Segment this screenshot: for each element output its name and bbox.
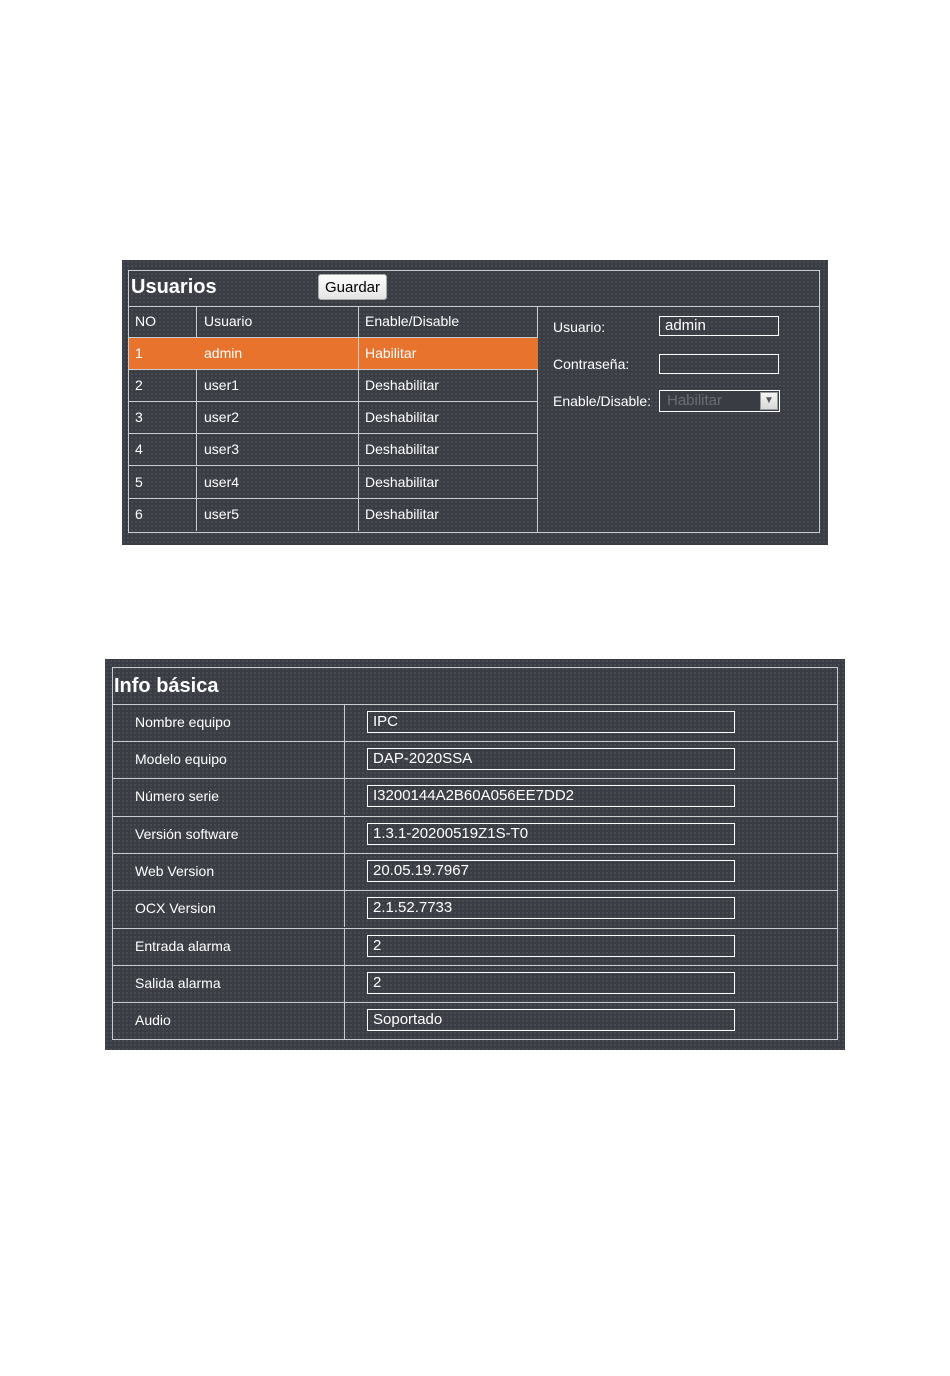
row-estado: Habilitar <box>365 345 417 361</box>
info-value-field: I3200144A2B60A056EE7DD2 <box>367 785 735 807</box>
password-input[interactable] <box>659 354 779 374</box>
row-no: 1 <box>135 345 143 361</box>
info-divider <box>344 817 345 853</box>
table-row[interactable] <box>129 402 538 434</box>
info-panel <box>105 659 845 1050</box>
row-no: 3 <box>135 409 143 425</box>
table-header-row <box>129 306 538 338</box>
column-divider <box>358 434 359 465</box>
table-row[interactable] <box>129 370 538 402</box>
enable-disable-value: Habilitar <box>667 392 723 409</box>
info-row <box>113 1002 837 1039</box>
table-row[interactable] <box>129 434 538 466</box>
password-label: Contraseña: <box>553 356 630 372</box>
row-no: 2 <box>135 377 143 393</box>
row-estado: Deshabilitar <box>365 409 439 425</box>
column-divider <box>358 370 359 401</box>
info-divider <box>344 854 345 890</box>
info-frame <box>112 667 838 1040</box>
column-divider <box>358 402 359 433</box>
info-title: Info básica <box>114 675 219 697</box>
column-divider <box>196 402 197 433</box>
info-label: Número serie <box>135 788 220 804</box>
table-row[interactable] <box>129 338 538 370</box>
info-value-field: Soportado <box>367 1009 735 1031</box>
usuario-input[interactable]: admin <box>659 316 779 336</box>
row-usuario: user1 <box>204 377 240 393</box>
info-row <box>113 704 837 741</box>
info-label: Web Version <box>135 863 215 879</box>
row-usuario: admin <box>204 345 243 361</box>
info-label: Nombre equipo <box>135 714 231 730</box>
users-frame <box>128 270 820 533</box>
info-value-field: 2 <box>367 972 735 994</box>
save-button[interactable]: Guardar <box>318 274 387 300</box>
column-divider <box>358 306 359 337</box>
column-divider <box>196 434 197 465</box>
row-estado: Deshabilitar <box>365 441 439 457</box>
column-divider <box>358 499 359 531</box>
info-label: Versión software <box>135 826 239 842</box>
column-divider <box>358 467 359 498</box>
users-title: Usuarios <box>131 276 217 298</box>
users-panel <box>122 260 828 545</box>
row-estado: Deshabilitar <box>365 506 439 522</box>
column-divider <box>196 370 197 401</box>
row-usuario: user2 <box>204 409 240 425</box>
info-label: Entrada alarma <box>135 938 231 954</box>
column-header-enable-disable: Enable/Disable <box>365 313 460 329</box>
info-divider <box>344 1003 345 1039</box>
info-row <box>113 890 837 927</box>
info-row <box>113 853 837 890</box>
info-row <box>113 778 837 815</box>
column-divider <box>358 338 359 369</box>
table-row[interactable] <box>129 467 538 499</box>
info-value-field: 2.1.52.7733 <box>367 897 735 919</box>
row-usuario: user5 <box>204 506 240 522</box>
info-label: OCX Version <box>135 900 216 916</box>
info-label: Modelo equipo <box>135 751 227 767</box>
info-label: Audio <box>135 1012 171 1028</box>
info-value-field: DAP-2020SSA <box>367 748 735 770</box>
enable-disable-label: Enable/Disable: <box>553 393 652 409</box>
info-divider <box>344 929 345 965</box>
enable-disable-select[interactable] <box>659 390 780 412</box>
row-no: 6 <box>135 506 143 522</box>
table-row[interactable] <box>129 499 538 531</box>
chevron-down-icon[interactable]: ▼ <box>760 392 778 410</box>
info-value-field: 20.05.19.7967 <box>367 860 735 882</box>
row-no: 4 <box>135 441 143 457</box>
info-row <box>113 816 837 853</box>
usuario-label: Usuario: <box>553 319 606 335</box>
row-no: 5 <box>135 474 143 490</box>
column-divider <box>196 467 197 498</box>
info-value-field: 1.3.1-20200519Z1S-T0 <box>367 823 735 845</box>
row-usuario: user4 <box>204 474 240 490</box>
info-divider <box>344 891 345 927</box>
info-divider <box>344 742 345 778</box>
row-estado: Deshabilitar <box>365 377 439 393</box>
info-divider <box>344 705 345 741</box>
info-label: Salida alarma <box>135 975 221 991</box>
column-header-usuario: Usuario <box>204 313 253 329</box>
info-row <box>113 928 837 965</box>
info-value-field: 2 <box>367 935 735 957</box>
info-value-field: IPC <box>367 711 735 733</box>
info-row <box>113 741 837 778</box>
row-estado: Deshabilitar <box>365 474 439 490</box>
column-header-no: NO <box>135 313 156 329</box>
row-usuario: user3 <box>204 441 240 457</box>
column-divider <box>196 499 197 531</box>
info-divider <box>344 966 345 1002</box>
info-divider <box>344 779 345 815</box>
column-divider <box>196 306 197 337</box>
info-row <box>113 965 837 1002</box>
users-table <box>129 306 538 532</box>
